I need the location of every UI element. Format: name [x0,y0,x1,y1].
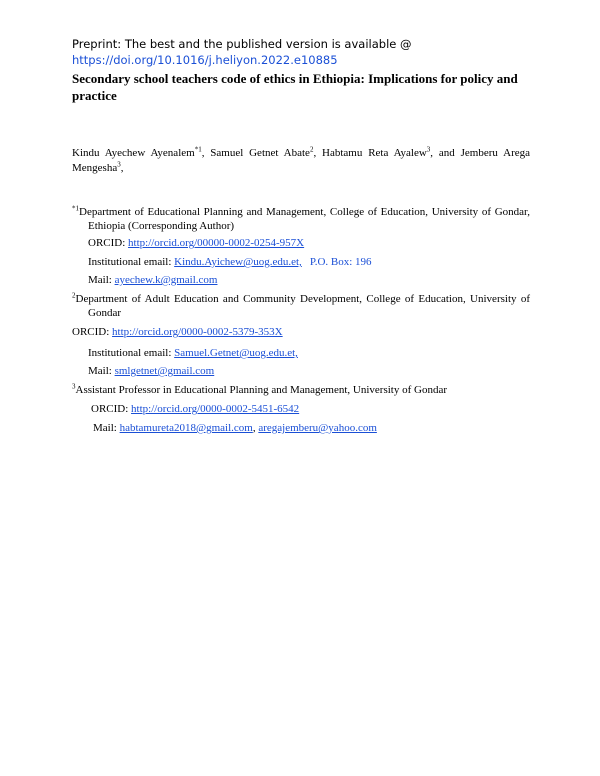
preprint-notice: Preprint: The best and the published version is available @ [72,37,412,51]
affiliation-3 [72,383,447,397]
affiliation-3-mail: Mail: habtamureta2018@gmail.com, aregajemberu@yahoo.com [93,422,377,434]
affiliation-1-orcid: ORCID: http://orcid.org/00000-0002-0254-957X [88,237,305,249]
affiliation-1-marker: *1 [72,204,79,213]
affiliation-2 [72,292,530,320]
affiliation-2-text: Department of Adult Education and Community Development, College of Education, University of Gondar [75,293,530,319]
author-1-marker: *1 [194,145,202,154]
author-3-marker: 3 [426,145,431,154]
mail-link-2[interactable]: smlgetnet@gmail.com [114,365,215,377]
author-2: Samuel Getnet Abate [210,147,310,159]
affiliation-2-marker: 2 [72,291,76,300]
author-4-marker: 3 [117,160,121,169]
author-3: Habtamu Reta Ayalew [322,147,427,159]
affiliation-3-orcid: ORCID: http://orcid.org/0000-0002-5451-6542 [91,403,300,415]
affiliation-1 [72,205,530,233]
author-4: Jemberu Arega Mengesha [72,147,530,174]
inst-email-link-1[interactable]: Kindu.Ayichew@uog.edu.et, [174,256,302,268]
affiliation-1-inst-email: Institutional email: Kindu.Ayichew@uog.edu.et, P.O. Box: 196 [88,256,372,268]
affiliation-2-orcid: ORCID: http://orcid.org/0000-0002-5379-353X [72,326,283,338]
inst-email-link-2[interactable]: Samuel.Getnet@uog.edu.et, [174,347,298,359]
affiliation-3-marker: 3 [72,382,76,391]
orcid-link-2[interactable]: http://orcid.org/0000-0002-5379-353X [112,326,283,338]
affiliation-2-mail: Mail: smlgetnet@gmail.com [88,365,215,377]
affiliation-3-text: Assistant Professor in Educational Planning and Management, University of Gondar [75,384,447,396]
affiliation-1-mail: Mail: ayechew.k@gmail.com [88,274,218,286]
author-1: Kindu Ayechew Ayenalem [72,147,195,159]
doi-link[interactable]: https://doi.org/10.1016/j.heliyon.2022.e10885 [72,53,338,67]
mail-link-1[interactable]: ayechew.k@gmail.com [114,274,218,286]
author-2-marker: 2 [309,145,314,154]
paper-title: Secondary school teachers code of ethics in Ethiopia: Implications for policy and practice [72,71,518,103]
mail-link-3b[interactable]: aregajemberu@yahoo.com [258,422,377,434]
orcid-link-1[interactable]: http://orcid.org/00000-0002-0254-957X [128,237,305,249]
po-box: P.O. Box: 196 [309,256,372,268]
orcid-link-3[interactable]: http://orcid.org/0000-0002-5451-6542 [131,403,300,415]
affiliation-2-inst-email: Institutional email: Samuel.Getnet@uog.edu.et, [88,347,298,359]
author-list: Kindu Ayechew Ayenalem$^{*1}$, Samuel Getnet Abate$^2$, Habtamu Reta Ayalew$^3$, and Jemberu Arega Mengesha$^3$, [72,145,530,174]
affiliation-1-text: Department of Educational Planning and Management, College of Education, University of Gondar, Ethiopia (Corresponding Author) [79,206,530,232]
mail-link-3a[interactable]: habtamureta2018@gmail.com [119,422,253,434]
